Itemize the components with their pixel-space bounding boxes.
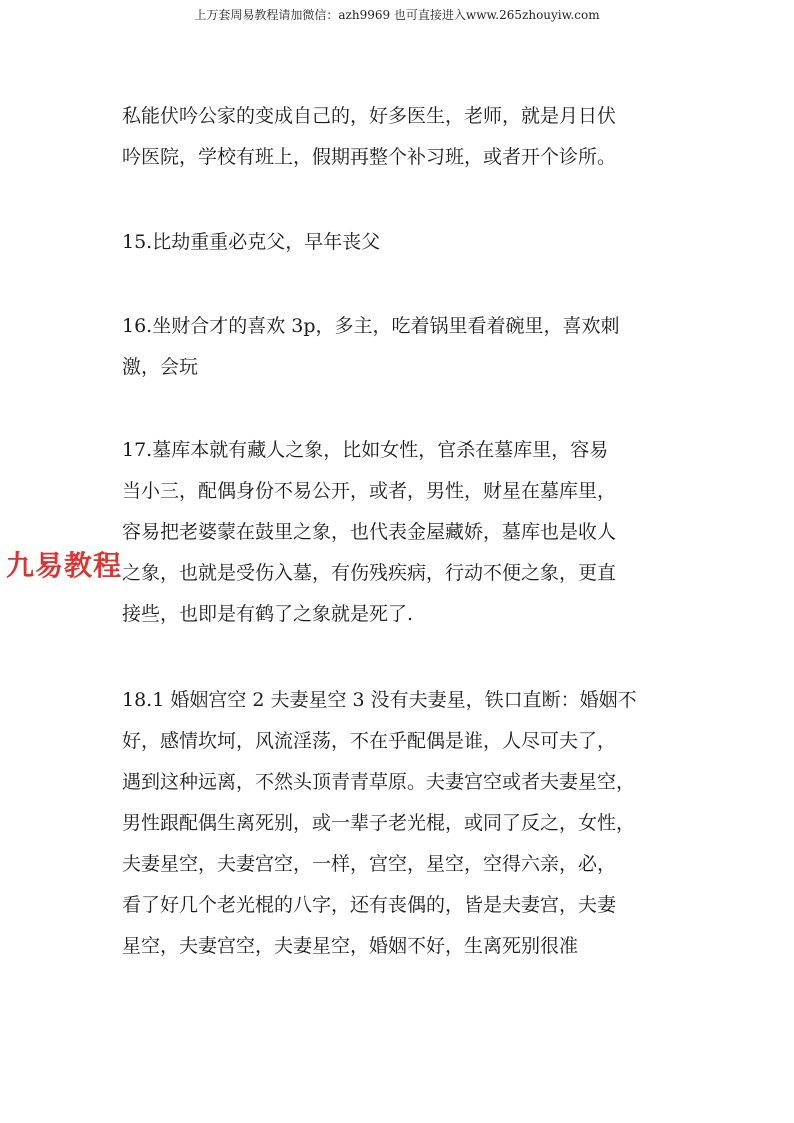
text-line: 看了好几个老光棍的八字，还有丧偶的，皆是夫妻宫，夫妻 bbox=[122, 894, 617, 916]
text-line: 16.坐财合才的喜欢 3p，多主，吃着锅里看着碗里，喜欢刺 bbox=[122, 315, 620, 337]
text-line: 男性跟配偶生离死别，或一辈子老光棍，或同了反之，女性， bbox=[122, 812, 636, 834]
text-line: 15.比劫重重必克父，早年丧父 bbox=[122, 231, 381, 253]
text-line: 当小三，配偶身份不易公开，或者，男性，财星在墓库里， bbox=[122, 480, 617, 502]
paragraph-item-16 bbox=[122, 306, 620, 388]
text-line: 接些，也即是有鹤了之象就是死了. bbox=[122, 603, 414, 625]
text-line: 遇到这种远离，不然头顶青青草原。夫妻宫空或者夫妻星空， bbox=[122, 771, 636, 793]
text-line: 18.1 婚姻宫空 2 夫妻星空 3 没有夫妻星，铁口直断：婚姻不 bbox=[122, 689, 637, 711]
text-line: 星空，夫妻宫空，夫妻星空，婚姻不好，生离死别很准 bbox=[122, 935, 579, 957]
paragraph-continuation bbox=[122, 96, 616, 178]
text-line: 私能伏吟公家的变成自己的，好多医生，老师，就是月日伏 bbox=[122, 105, 617, 127]
text-line: 17.墓库本就有藏人之象，比如女性，官杀在墓库里，容易 bbox=[122, 439, 609, 461]
page-header: 上万套周易教程请加微信：azh9969 也可直接进入www.265zhouyiw.com bbox=[194, 8, 600, 22]
paragraph-item-15 bbox=[122, 222, 380, 263]
text-line: 之象，也就是受伤入墓，有伤残疾病，行动不便之象，更直 bbox=[122, 562, 617, 584]
text-line: 夫妻星空，夫妻宫空，一样，宫空，星空，空得六亲，必， bbox=[122, 853, 617, 875]
watermark-logo: 九易教程 bbox=[6, 549, 123, 582]
paragraph-item-17 bbox=[122, 430, 616, 635]
text-line: 吟医院，学校有班上，假期再整个补习班，或者开个诊所。 bbox=[122, 146, 617, 168]
paragraph-item-18 bbox=[122, 680, 637, 967]
text-line: 容易把老婆蒙在鼓里之象，也代表金屋藏娇，墓库也是收人 bbox=[122, 521, 617, 543]
text-line: 激，会玩 bbox=[122, 356, 199, 378]
text-line: 好，感情坎坷，风流淫荡，不在乎配偶是谁，人尽可夫了， bbox=[122, 730, 617, 752]
